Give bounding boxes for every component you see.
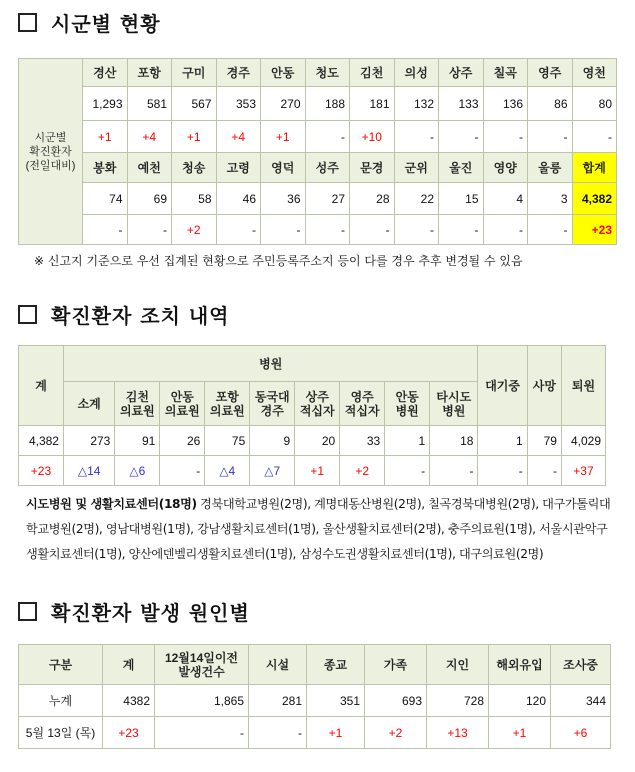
cause-row0-cell-0: 누계 <box>19 685 103 717</box>
cell-changes2-5: - <box>305 215 350 245</box>
cell-totals2-8: 15 <box>439 183 484 215</box>
cell-totals1-2: 567 <box>172 87 217 121</box>
cell-names2-2: 청송 <box>172 153 217 183</box>
measure-row1-2: 91 <box>115 426 160 456</box>
cell-totals2-6: 28 <box>350 183 395 215</box>
measure-row2-6: +1 <box>295 456 340 486</box>
cell-names1-0: 경산 <box>83 59 128 87</box>
cell-names2-5: 성주 <box>305 153 350 183</box>
cause-row1-cell-3: - <box>249 717 307 749</box>
cause-header-7: 해외유입 <box>489 645 551 685</box>
cause-row0-cell-3: 281 <box>249 685 307 717</box>
cell-totals1-1: 581 <box>127 87 172 121</box>
cell-changes1-3: +4 <box>216 121 261 153</box>
cause-row1-cell-6: +13 <box>427 717 489 749</box>
cell-changes1-7: - <box>394 121 439 153</box>
measure-row2-1: △14 <box>63 456 114 486</box>
cell-changes1-11: - <box>572 121 617 153</box>
measure-row2-5: △7 <box>250 456 295 486</box>
cell-names1-2: 구미 <box>172 59 217 87</box>
measure-row2-10: - <box>478 456 527 486</box>
cell-changes1-9: - <box>483 121 528 153</box>
cell-names1-5: 청도 <box>305 59 350 87</box>
cause-row0-cell-1: 4382 <box>103 685 155 717</box>
cell-changes1-0: +1 <box>83 121 128 153</box>
paragraph-heading: 시도병원 및 생활치료센터(18명) <box>26 497 197 511</box>
cause-header-4: 종교 <box>307 645 365 685</box>
cell-changes2-7: - <box>394 215 439 245</box>
cell-names2-9: 영양 <box>483 153 528 183</box>
cell-changes1-1: +4 <box>127 121 172 153</box>
measure-row1-9: 18 <box>430 426 478 456</box>
checkbox-square-icon <box>18 305 37 324</box>
cell-changes2-11: +23 <box>572 215 617 245</box>
cause-row0-cell-5: 693 <box>365 685 427 717</box>
cell-changes1-2: +1 <box>172 121 217 153</box>
cause-row1-cell-0: 5월 13일 (목) <box>19 717 103 749</box>
footnote: ※ 신고지 기준으로 우선 집계된 현황으로 주민등록주소지 등이 다를 경우 추후 변경될 수 있음 <box>34 254 523 268</box>
cell-names2-4: 영덕 <box>261 153 306 183</box>
section-title-regional: 시군별 현황 <box>18 8 161 37</box>
row-label-regional: 시군별 확진환자 (전일대비) <box>19 59 83 245</box>
cell-changes2-1: - <box>127 215 172 245</box>
header-discharge: 퇴원 <box>561 346 605 426</box>
cause-header-1: 계 <box>103 645 155 685</box>
hospital-detail-paragraph <box>26 492 618 567</box>
measure-row1-11: 79 <box>527 426 561 456</box>
cell-names1-11: 영천 <box>572 59 617 87</box>
cell-totals1-10: 86 <box>528 87 573 121</box>
cell-totals2-2: 58 <box>172 183 217 215</box>
cell-names1-10: 영주 <box>528 59 573 87</box>
cell-totals1-8: 133 <box>439 87 484 121</box>
cell-names2-11: 합계 <box>572 153 617 183</box>
causes-table <box>18 644 611 749</box>
section-title-measures: 확진환자 조치 내역 <box>18 300 230 329</box>
cell-changes2-9: - <box>483 215 528 245</box>
cause-row0-cell-8: 344 <box>551 685 611 717</box>
subheader-0: 소계 <box>63 382 114 426</box>
cause-row0-cell-6: 728 <box>427 685 489 717</box>
subheader-3: 포항 의료원 <box>205 382 250 426</box>
measure-row1-5: 9 <box>250 426 295 456</box>
subheader-2: 안동 의료원 <box>160 382 205 426</box>
cell-changes2-8: - <box>439 215 484 245</box>
cell-names2-3: 고령 <box>216 153 261 183</box>
cell-totals1-7: 132 <box>394 87 439 121</box>
cell-names2-6: 문경 <box>350 153 395 183</box>
cell-totals2-5: 27 <box>305 183 350 215</box>
cell-totals2-9: 4 <box>483 183 528 215</box>
cell-totals1-0: 1,293 <box>83 87 128 121</box>
section-title-causes: 확진환자 발생 원인별 <box>18 597 250 626</box>
cell-changes2-3: - <box>216 215 261 245</box>
cell-totals2-11: 4,382 <box>572 183 617 215</box>
measure-row1-12: 4,029 <box>561 426 605 456</box>
measure-row2-4: △4 <box>205 456 250 486</box>
cell-totals2-3: 46 <box>216 183 261 215</box>
header-waiting: 대기중 <box>478 346 527 426</box>
cell-totals2-1: 69 <box>127 183 172 215</box>
cause-header-2: 12월14일이전 발생건수 <box>155 645 249 685</box>
cell-totals1-4: 270 <box>261 87 306 121</box>
subheader-6: 영주 적십자 <box>340 382 385 426</box>
header-total: 계 <box>19 346 64 426</box>
cell-names1-1: 포항 <box>127 59 172 87</box>
cell-names2-8: 울진 <box>439 153 484 183</box>
measures-table <box>18 345 606 486</box>
subheader-1: 김천 의료원 <box>115 382 160 426</box>
checkbox-square-icon <box>18 13 37 32</box>
cell-changes2-2: +2 <box>172 215 217 245</box>
cell-names1-6: 김천 <box>350 59 395 87</box>
cause-row1-cell-2: - <box>155 717 249 749</box>
measure-row1-1: 273 <box>63 426 114 456</box>
cell-names1-7: 의성 <box>394 59 439 87</box>
cause-row0-cell-4: 351 <box>307 685 365 717</box>
cause-row1-cell-7: +1 <box>489 717 551 749</box>
measure-row1-7: 33 <box>340 426 385 456</box>
checkbox-square-icon <box>18 602 37 621</box>
header-death: 사망 <box>527 346 561 426</box>
cause-row1-cell-5: +2 <box>365 717 427 749</box>
cell-totals2-10: 3 <box>528 183 573 215</box>
subheader-7: 안동 병원 <box>385 382 430 426</box>
cell-names1-4: 안동 <box>261 59 306 87</box>
cell-changes2-0: - <box>83 215 128 245</box>
measure-row2-3: - <box>160 456 205 486</box>
cell-names2-10: 울릉 <box>528 153 573 183</box>
measure-row2-12: +37 <box>561 456 605 486</box>
cell-totals1-5: 188 <box>305 87 350 121</box>
cause-row1-cell-1: +23 <box>103 717 155 749</box>
cause-row0-cell-7: 120 <box>489 685 551 717</box>
cell-changes2-6: - <box>350 215 395 245</box>
cell-totals2-7: 22 <box>394 183 439 215</box>
cell-totals1-6: 181 <box>350 87 395 121</box>
cause-header-8: 조사중 <box>551 645 611 685</box>
measure-row2-2: △6 <box>115 456 160 486</box>
cause-header-6: 지인 <box>427 645 489 685</box>
subheader-8: 타시도 병원 <box>430 382 478 426</box>
measure-row1-6: 20 <box>295 426 340 456</box>
measure-row2-0: +23 <box>19 456 64 486</box>
cell-totals1-3: 353 <box>216 87 261 121</box>
measure-row2-8: - <box>385 456 430 486</box>
cell-names2-7: 군위 <box>394 153 439 183</box>
measure-row2-11: - <box>527 456 561 486</box>
header-hospital: 병원 <box>63 346 477 382</box>
cell-names1-3: 경주 <box>216 59 261 87</box>
regional-table <box>18 58 617 245</box>
cause-header-5: 가족 <box>365 645 427 685</box>
measure-row1-3: 26 <box>160 426 205 456</box>
cell-totals2-4: 36 <box>261 183 306 215</box>
cell-changes1-10: - <box>528 121 573 153</box>
measure-row2-9: - <box>430 456 478 486</box>
measure-row1-4: 75 <box>205 426 250 456</box>
cell-changes1-8: - <box>439 121 484 153</box>
cell-totals2-0: 74 <box>83 183 128 215</box>
cause-row0-cell-2: 1,865 <box>155 685 249 717</box>
cell-names2-0: 봉화 <box>83 153 128 183</box>
cell-names2-1: 예천 <box>127 153 172 183</box>
measure-row1-0: 4,382 <box>19 426 64 456</box>
measure-row1-8: 1 <box>385 426 430 456</box>
cell-names1-9: 칠곡 <box>483 59 528 87</box>
cell-changes1-4: +1 <box>261 121 306 153</box>
paragraph-text: 경북대학교병원(2명), 계명대동산병원(2명), 칠곡경북대병원(2명), 대구가톨릭대학교병원(2명), 영남대병원(1명), 강남생활치료센터(1명), 울산생활치료센터(2명), 충주의료원(1명), 서울시관악구생활치료센터(1명), 양산에덴벨리생활치료센터(1명), 삼성수도권생활치료센터(1명), 대구의료원(2명) <box>26 497 611 561</box>
measure-row2-7: +2 <box>340 456 385 486</box>
cell-changes1-5: - <box>305 121 350 153</box>
cause-header-0: 구분 <box>19 645 103 685</box>
subheader-5: 상주 적십자 <box>295 382 340 426</box>
cell-changes2-4: - <box>261 215 306 245</box>
cause-row1-cell-8: +6 <box>551 717 611 749</box>
measure-row1-10: 1 <box>478 426 527 456</box>
cell-totals1-11: 80 <box>572 87 617 121</box>
cell-changes1-6: +10 <box>350 121 395 153</box>
cause-header-3: 시설 <box>249 645 307 685</box>
cell-changes2-10: - <box>528 215 573 245</box>
subheader-4: 동국대 경주 <box>250 382 295 426</box>
cell-totals1-9: 136 <box>483 87 528 121</box>
cause-row1-cell-4: +1 <box>307 717 365 749</box>
cell-names1-8: 상주 <box>439 59 484 87</box>
